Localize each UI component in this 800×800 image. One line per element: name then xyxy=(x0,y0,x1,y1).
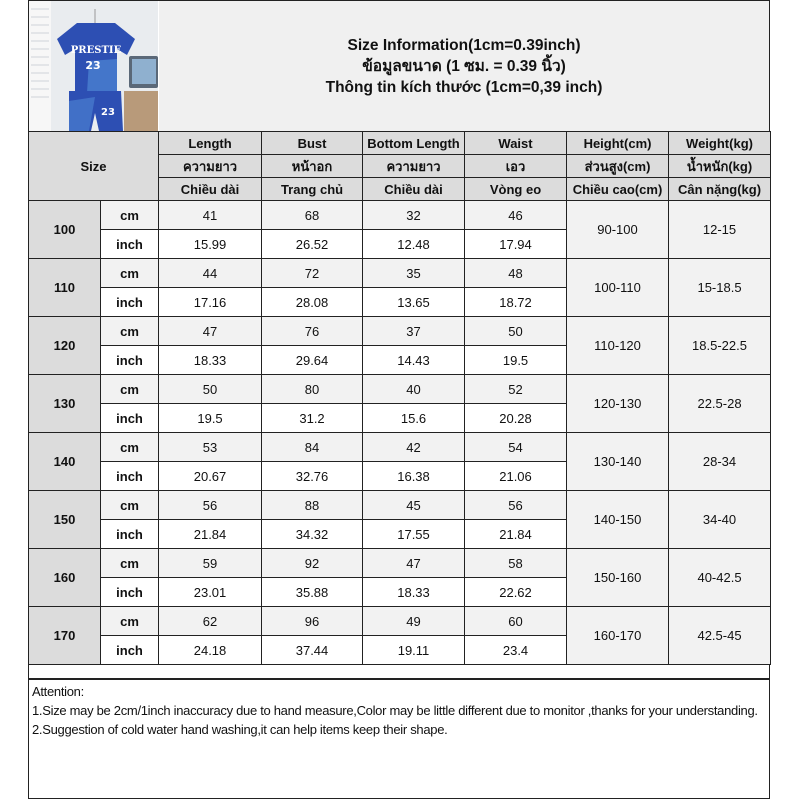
length-cm-cell: 50 xyxy=(159,375,262,404)
bust-inch-cell: 37.44 xyxy=(262,636,363,665)
unit-cm: cm xyxy=(101,433,159,462)
waist-inch-cell: 21.06 xyxy=(465,462,567,491)
size-cell: 110 xyxy=(29,259,101,317)
length-inch-cell: 19.5 xyxy=(159,404,262,433)
col-header-weight-thai: น้ำหนัก(kg) xyxy=(669,155,771,178)
product-photo xyxy=(29,1,158,131)
bust-inch-cell: 31.2 xyxy=(262,404,363,433)
length-cm-cell: 41 xyxy=(159,201,262,230)
waist-cm-cell: 56 xyxy=(465,491,567,520)
waist-cm-cell: 58 xyxy=(465,549,567,578)
unit-cm: cm xyxy=(101,201,159,230)
table-row-cm xyxy=(29,549,771,578)
size-cell: 160 xyxy=(29,549,101,607)
length-cm-cell: 44 xyxy=(159,259,262,288)
length-inch-cell: 24.18 xyxy=(159,636,262,665)
header-row-english xyxy=(29,132,771,155)
bust-cm-cell: 68 xyxy=(262,201,363,230)
col-header-waist: Waist xyxy=(465,132,567,155)
bottom-length-cm-cell: 37 xyxy=(363,317,465,346)
size-cell: 130 xyxy=(29,375,101,433)
attention-title: Attention: xyxy=(32,684,84,699)
table-row-cm xyxy=(29,375,771,404)
bottom-length-inch-cell: 13.65 xyxy=(363,288,465,317)
length-cm-cell: 62 xyxy=(159,607,262,636)
waist-cm-cell: 46 xyxy=(465,201,567,230)
title-english: Size Information(1cm=0.39inch) xyxy=(347,36,581,54)
bottom-length-cm-cell: 47 xyxy=(363,549,465,578)
bust-inch-cell: 29.64 xyxy=(262,346,363,375)
bust-cm-cell: 72 xyxy=(262,259,363,288)
unit-cm: cm xyxy=(101,259,159,288)
weight-range-cell: 40-42.5 xyxy=(669,549,771,607)
bottom-length-inch-cell: 15.6 xyxy=(363,404,465,433)
height-range-cell: 110-120 xyxy=(567,317,669,375)
col-header-bottom-length: Bottom Length xyxy=(363,132,465,155)
bottom-length-cm-cell: 49 xyxy=(363,607,465,636)
col-header-weight-vi: Cân nặng(kg) xyxy=(669,178,771,201)
bottom-length-inch-cell: 16.38 xyxy=(363,462,465,491)
length-cm-cell: 59 xyxy=(159,549,262,578)
waist-inch-cell: 20.28 xyxy=(465,404,567,433)
attention-notes xyxy=(28,678,770,799)
bottom-length-cm-cell: 35 xyxy=(363,259,465,288)
unit-cm: cm xyxy=(101,375,159,404)
weight-range-cell: 34-40 xyxy=(669,491,771,549)
table-row-cm xyxy=(29,433,771,462)
size-table-body xyxy=(29,201,771,665)
unit-cm: cm xyxy=(101,607,159,636)
bust-cm-cell: 92 xyxy=(262,549,363,578)
col-header-length: Length xyxy=(159,132,262,155)
col-header-bust-thai: หน้าอก xyxy=(262,155,363,178)
bottom-length-cm-cell: 40 xyxy=(363,375,465,404)
bottom-length-cm-cell: 42 xyxy=(363,433,465,462)
col-header-bust-vi: Trang chủ xyxy=(262,178,363,201)
col-header-length-thai: ความยาว xyxy=(159,155,262,178)
col-header-waist-vi: Vòng eo xyxy=(465,178,567,201)
bottom-length-cm-cell: 45 xyxy=(363,491,465,520)
unit-inch: inch xyxy=(101,288,159,317)
waist-inch-cell: 22.62 xyxy=(465,578,567,607)
bust-cm-cell: 80 xyxy=(262,375,363,404)
bust-cm-cell: 84 xyxy=(262,433,363,462)
length-cm-cell: 47 xyxy=(159,317,262,346)
unit-inch: inch xyxy=(101,462,159,491)
attention-note-1: 1.Size may be 2cm/1inch inaccuracy due to hand measure,Color may be little different due to monitor ,thanks for your understanding. xyxy=(32,703,758,718)
col-header-height: Height(cm) xyxy=(567,132,669,155)
weight-range-cell: 22.5-28 xyxy=(669,375,771,433)
col-header-bottom-length-vi: Chiều dài xyxy=(363,178,465,201)
bottom-length-inch-cell: 12.48 xyxy=(363,230,465,259)
bust-inch-cell: 35.88 xyxy=(262,578,363,607)
table-row-cm xyxy=(29,607,771,636)
height-range-cell: 100-110 xyxy=(567,259,669,317)
size-cell: 150 xyxy=(29,491,101,549)
bust-inch-cell: 34.32 xyxy=(262,520,363,549)
waist-cm-cell: 48 xyxy=(465,259,567,288)
waist-inch-cell: 17.94 xyxy=(465,230,567,259)
attention-note-2: 2.Suggestion of cold water hand washing,it can help items keep their shape. xyxy=(32,722,448,737)
height-range-cell: 140-150 xyxy=(567,491,669,549)
unit-inch: inch xyxy=(101,230,159,259)
bust-inch-cell: 26.52 xyxy=(262,230,363,259)
height-range-cell: 130-140 xyxy=(567,433,669,491)
weight-range-cell: 42.5-45 xyxy=(669,607,771,665)
col-header-weight: Weight(kg) xyxy=(669,132,771,155)
table-row-cm xyxy=(29,491,771,520)
length-inch-cell: 23.01 xyxy=(159,578,262,607)
col-header-waist-thai: เอว xyxy=(465,155,567,178)
table-row-cm xyxy=(29,259,771,288)
size-table xyxy=(28,131,771,665)
unit-inch: inch xyxy=(101,636,159,665)
waist-cm-cell: 60 xyxy=(465,607,567,636)
col-header-height-thai: ส่วนสูง(cm) xyxy=(567,155,669,178)
col-header-bottom-length-thai: ความยาว xyxy=(363,155,465,178)
weight-range-cell: 18.5-22.5 xyxy=(669,317,771,375)
size-cell: 120 xyxy=(29,317,101,375)
waist-cm-cell: 50 xyxy=(465,317,567,346)
col-header-height-vi: Chiều cao(cm) xyxy=(567,178,669,201)
bust-cm-cell: 76 xyxy=(262,317,363,346)
waist-inch-cell: 18.72 xyxy=(465,288,567,317)
waist-cm-cell: 52 xyxy=(465,375,567,404)
size-header: Size xyxy=(29,132,159,201)
bottom-length-inch-cell: 18.33 xyxy=(363,578,465,607)
height-range-cell: 120-130 xyxy=(567,375,669,433)
length-inch-cell: 21.84 xyxy=(159,520,262,549)
title-vietnamese: Thông tin kích thước (1cm=0,39 inch) xyxy=(325,78,603,96)
size-cell: 100 xyxy=(29,201,101,259)
unit-cm: cm xyxy=(101,317,159,346)
length-inch-cell: 18.33 xyxy=(159,346,262,375)
title-thai: ข้อมูลขนาด (1 ซม. = 0.39 นิ้ว) xyxy=(362,57,566,75)
height-range-cell: 160-170 xyxy=(567,607,669,665)
table-row-cm xyxy=(29,317,771,346)
length-inch-cell: 15.99 xyxy=(159,230,262,259)
shirt-number: 23 xyxy=(85,59,101,72)
bottom-length-inch-cell: 17.55 xyxy=(363,520,465,549)
product-photo-illustration xyxy=(29,1,158,131)
bust-inch-cell: 28.08 xyxy=(262,288,363,317)
bust-cm-cell: 88 xyxy=(262,491,363,520)
size-cell: 170 xyxy=(29,607,101,665)
height-range-cell: 90-100 xyxy=(567,201,669,259)
bottom-length-inch-cell: 19.11 xyxy=(363,636,465,665)
waist-cm-cell: 54 xyxy=(465,433,567,462)
col-header-length-vi: Chiều dài xyxy=(159,178,262,201)
unit-inch: inch xyxy=(101,520,159,549)
bust-inch-cell: 32.76 xyxy=(262,462,363,491)
length-cm-cell: 56 xyxy=(159,491,262,520)
length-inch-cell: 17.16 xyxy=(159,288,262,317)
shorts-number: 23 xyxy=(101,107,115,118)
size-information-title xyxy=(159,1,769,131)
length-cm-cell: 53 xyxy=(159,433,262,462)
unit-inch: inch xyxy=(101,346,159,375)
height-range-cell: 150-160 xyxy=(567,549,669,607)
waist-inch-cell: 23.4 xyxy=(465,636,567,665)
bottom-length-cm-cell: 32 xyxy=(363,201,465,230)
weight-range-cell: 12-15 xyxy=(669,201,771,259)
waist-inch-cell: 21.84 xyxy=(465,520,567,549)
bottom-length-inch-cell: 14.43 xyxy=(363,346,465,375)
waist-inch-cell: 19.5 xyxy=(465,346,567,375)
weight-range-cell: 15-18.5 xyxy=(669,259,771,317)
col-header-bust: Bust xyxy=(262,132,363,155)
unit-inch: inch xyxy=(101,578,159,607)
table-row-cm xyxy=(29,201,771,230)
size-cell: 140 xyxy=(29,433,101,491)
shirt-text: PRESTIE xyxy=(70,45,122,56)
unit-cm: cm xyxy=(101,549,159,578)
length-inch-cell: 20.67 xyxy=(159,462,262,491)
unit-cm: cm xyxy=(101,491,159,520)
unit-inch: inch xyxy=(101,404,159,433)
bust-cm-cell: 96 xyxy=(262,607,363,636)
weight-range-cell: 28-34 xyxy=(669,433,771,491)
